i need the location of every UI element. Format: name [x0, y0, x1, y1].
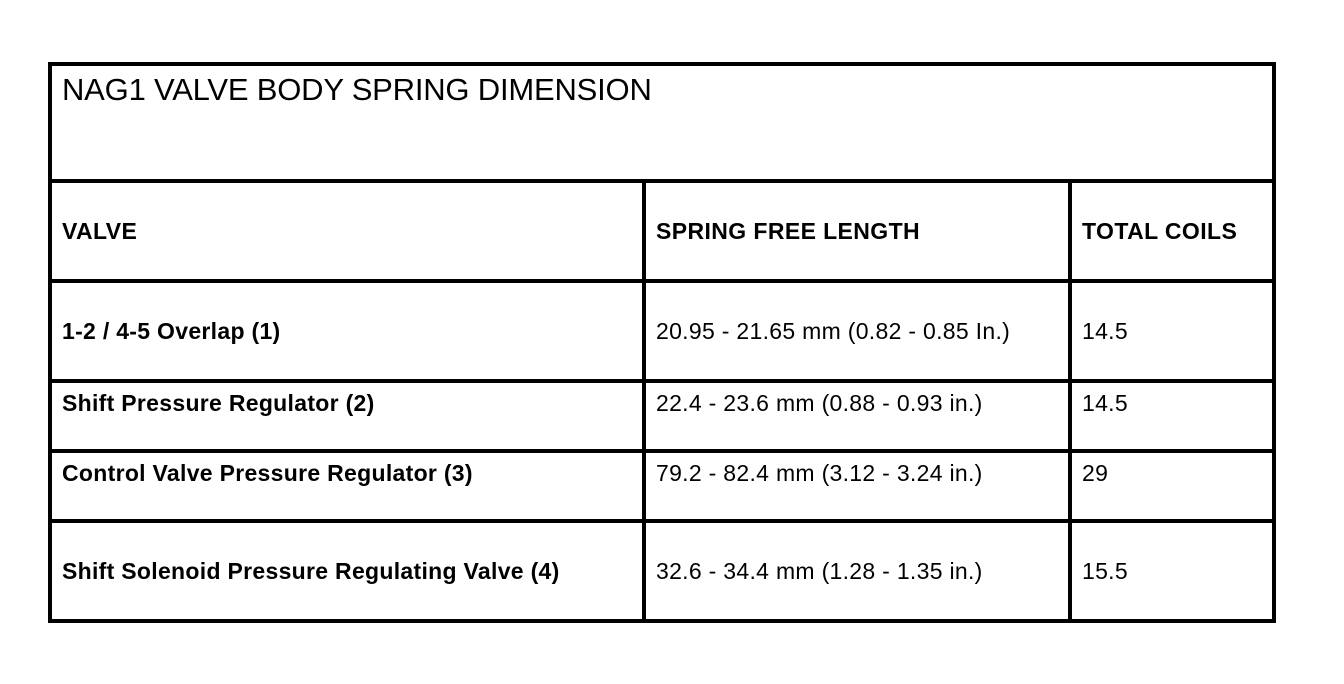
table-title: NAG1 VALVE BODY SPRING DIMENSION [50, 64, 1274, 181]
spring-length-cell: 32.6 - 34.4 mm (1.28 - 1.35 in.) [644, 521, 1070, 621]
table-row [50, 451, 1274, 521]
header-valve: VALVE [50, 181, 644, 281]
header-row [50, 181, 1274, 281]
spring-length-cell: 22.4 - 23.6 mm (0.88 - 0.93 in.) [644, 381, 1070, 451]
valve-cell: 1-2 / 4-5 Overlap (1) [50, 281, 644, 381]
total-coils-cell: 14.5 [1070, 281, 1274, 381]
spring-dimension-table [48, 62, 1276, 623]
total-coils-cell: 15.5 [1070, 521, 1274, 621]
total-coils-cell: 29 [1070, 451, 1274, 521]
spring-length-cell: 79.2 - 82.4 mm (3.12 - 3.24 in.) [644, 451, 1070, 521]
spring-length-cell: 20.95 - 21.65 mm (0.82 - 0.85 In.) [644, 281, 1070, 381]
valve-cell: Control Valve Pressure Regulator (3) [50, 451, 644, 521]
header-spring-free-length: SPRING FREE LENGTH [644, 181, 1070, 281]
total-coils-cell: 14.5 [1070, 381, 1274, 451]
valve-cell: Shift Solenoid Pressure Regulating Valve (4) [50, 521, 644, 621]
header-total-coils: TOTAL COILS [1070, 181, 1274, 281]
table-row [50, 521, 1274, 621]
table-row [50, 281, 1274, 381]
title-row [50, 64, 1274, 181]
table-row [50, 381, 1274, 451]
valve-cell: Shift Pressure Regulator (2) [50, 381, 644, 451]
